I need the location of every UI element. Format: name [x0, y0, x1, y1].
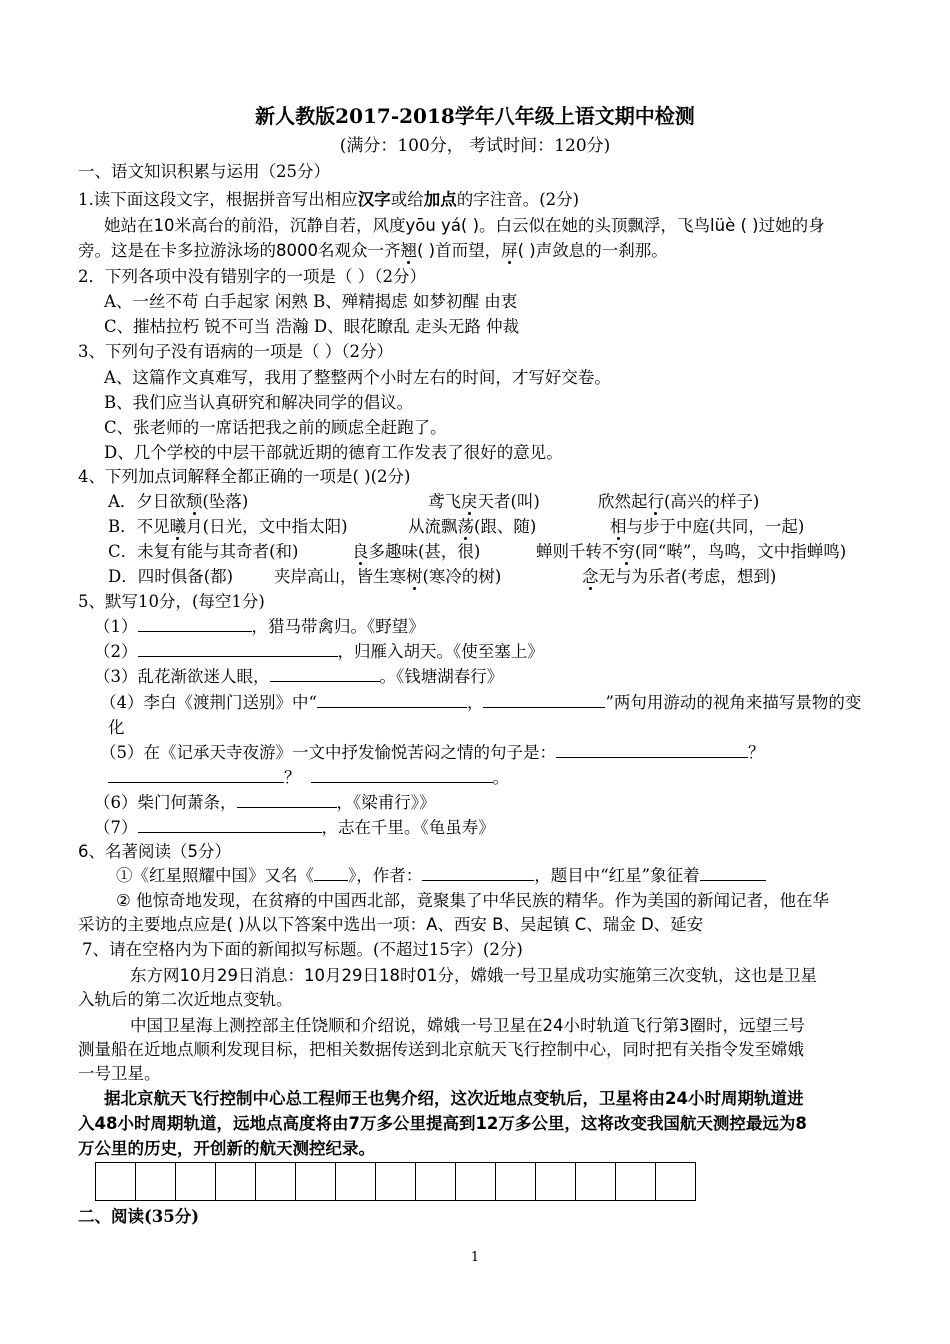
- q7-p3-line-1: 据北京航天飞行控制中心总工程师王也隽介绍，这次近地点变轨后，卫星将由24小时周期轨道进: [104, 1089, 804, 1108]
- q4-b3-dotted: 相: [610, 517, 627, 536]
- q5-l5-q2: ？: [284, 768, 301, 787]
- section1-heading: 一、语文知识积累与运用（25分）: [78, 162, 330, 181]
- q4-a2-gloss: 天者(叫): [477, 492, 540, 511]
- q4-b1-text: B．不见: [108, 517, 170, 536]
- q5-l7-text: ，志在千里。《龟虽寿》: [321, 818, 495, 837]
- page-subtitle: (满分：100分， 考试时间：120分): [339, 136, 611, 156]
- grid-cell[interactable]: [96, 1163, 136, 1201]
- q2-stem: 2．下列各项中没有错别字的一项是（ ）（2分）: [78, 267, 426, 286]
- q1-stem-a: 1.读下面这段文字，根据拼音写出相应: [78, 190, 358, 209]
- q3-stem: 3、下列句子没有语病的一项是（ ）（2分）: [78, 342, 393, 361]
- q4-option-b-3: [610, 515, 920, 539]
- q4-a2-text: 鸢飞: [428, 492, 461, 511]
- q4-c3-dotted: 穷: [618, 542, 635, 561]
- q1-passage-line-2: [78, 239, 920, 263]
- q4-b1-gloss: 月(日光，文中指太阳): [186, 517, 348, 536]
- q4-b1-dotted: 曦: [169, 517, 187, 536]
- q4-a2-dotted: 戾: [461, 492, 478, 511]
- q2-options-ab: A、一丝不苟 白手起家 闲熟 B、殚精揭虑 如梦初醒 由衷: [104, 292, 518, 311]
- q4-a3-gloss: (高兴的样子): [664, 492, 760, 511]
- q7-p2-line-3: 一号卫星。: [78, 1064, 161, 1083]
- q5-l5-q1: ？: [748, 743, 765, 762]
- q5-blank-5c[interactable]: [311, 766, 493, 783]
- q7-p2-line-2: 测量船在近地点顺利发现目标，把相关数据传送到北京航天飞行控制中心，同时把有关指令发至嫦娥: [78, 1040, 804, 1059]
- headline-answer-grid: [95, 1162, 696, 1201]
- q3-option-c: C、张老师的一席话把我之前的顾虑全赶跑了。: [104, 418, 447, 437]
- grid-cell[interactable]: [576, 1163, 616, 1201]
- q7-p3-line-3: 万公里的历史，开创新的航天测控纪录。: [78, 1139, 375, 1158]
- q5-blank-4b[interactable]: [483, 691, 605, 708]
- q5-l3-source: 。《钱塘湖春行》: [379, 667, 504, 686]
- page-title: 新人教版2017-2018学年八年级上语文期中检测: [255, 104, 695, 128]
- q1-stem-c: 的字注音。(2分): [456, 190, 580, 209]
- grid-cell[interactable]: [376, 1163, 416, 1201]
- q5-blank-1[interactable]: [138, 615, 252, 632]
- q5-l4-text: （4）李白《渡荆门送别》中“: [100, 693, 317, 712]
- q7-p2-line-1: 中国卫星海上测控部主任饶顺和介绍说，嫦娥一号卫星在24小时轨道飞行第3圈时，远望三号: [130, 1016, 805, 1035]
- q5-line-4-cont: 化: [108, 718, 125, 737]
- q4-a1-gloss: (坠落): [202, 492, 249, 511]
- q6-l1-b: 》，作者：: [348, 866, 423, 885]
- q5-line-1: [94, 615, 920, 639]
- q4-a3-text: 欣然起: [598, 492, 648, 511]
- grid-cell[interactable]: [496, 1163, 536, 1201]
- q5-blank-6[interactable]: [237, 791, 337, 808]
- q1-passage-line-1: 她站在10米高台的前沿，沉静自若，风度yōu yá( )。白云似在她的头顶飘浮，飞鸟lüè ( )过她的身: [104, 216, 825, 235]
- q5-line-4: [100, 691, 920, 715]
- q5-blank-5a[interactable]: [556, 741, 748, 758]
- q4-a3-dotted: 行: [647, 492, 664, 511]
- q5-stem: 5、默写10分，(每空1分): [78, 592, 265, 611]
- q4-b2-text: 从流飘: [408, 517, 458, 536]
- q1-stem-b: 或给: [390, 190, 424, 209]
- q1-p2-b: ( )首而望，: [417, 241, 502, 260]
- q6-line-1: [116, 864, 920, 888]
- q4-b2-dotted: 荡: [457, 517, 474, 536]
- q4-option-d-1: D．四时俱备(都): [108, 567, 234, 586]
- q5-l6-source: ，《梁甫行》》: [336, 793, 436, 812]
- q6-blank-alias[interactable]: [314, 864, 348, 881]
- q5-line-3: [94, 665, 920, 689]
- q5-line-2: [94, 640, 920, 664]
- q4-a1-text: A．夕日欲: [108, 492, 186, 511]
- grid-cell[interactable]: [216, 1163, 256, 1201]
- q6-line-3: 采访的主要地点应是( )从以下答案中选出一项：A、西安 B、吴起镇 C、瑞金 D、延安: [78, 915, 704, 934]
- q4-c2-dotted: 良: [352, 542, 369, 561]
- q5-blank-4a[interactable]: [317, 691, 467, 708]
- q4-option-d-3: [582, 565, 920, 589]
- q5-blank-5b[interactable]: [108, 766, 284, 783]
- grid-cell[interactable]: [536, 1163, 576, 1201]
- q5-l4-tail: ”两句用游动的视角来描写景物的变: [605, 693, 862, 712]
- grid-cell[interactable]: [416, 1163, 456, 1201]
- q5-l1-text: ，猎马带禽归。《野望》: [251, 617, 425, 636]
- q5-line-5-cont: [108, 766, 920, 790]
- grid-cell[interactable]: [336, 1163, 376, 1201]
- q4-d2-gloss: (寒冷的树): [422, 567, 502, 586]
- q4-d2-text: 夹岸高山，皆生寒: [274, 567, 406, 586]
- q5-line-6: [94, 791, 920, 815]
- q4-d3-dotted: 念: [582, 567, 599, 586]
- q7-p1-line-2: 入轨后的第二次近地点变轨。: [78, 990, 293, 1009]
- grid-cell[interactable]: [656, 1163, 696, 1201]
- q6-l1-c: ，题目中“红星”象征着: [534, 866, 700, 885]
- q5-l2-text: ，归雁入胡天。《使至塞上》: [337, 642, 544, 661]
- q1-stem-bold-2: 加点: [423, 190, 457, 209]
- q5-l1-label: （1）: [94, 617, 138, 636]
- q4-option-c-3: [536, 540, 920, 564]
- q6-blank-author[interactable]: [422, 864, 534, 881]
- q1-dotted-char-2: 屏: [501, 241, 518, 260]
- q7-p3-line-2: 入48小时周期轨道，远地点高度将由7万多公里提高到12万多公里，这将改变我国航天测控最远为8: [78, 1114, 807, 1133]
- grid-cell[interactable]: [256, 1163, 296, 1201]
- q4-b3-gloss: 与步于中庭(共同，一起): [626, 517, 805, 536]
- q5-l7-label: （7）: [94, 818, 138, 837]
- q5-l2-label: （2）: [94, 642, 138, 661]
- q5-l4-comma: ，: [466, 693, 484, 712]
- q4-c3-text: 蝉则千转不: [536, 542, 619, 561]
- q1-p2-a: 旁。这是在卡多拉游泳场的8000名观众一齐: [78, 241, 401, 260]
- q7-stem: 7、请在空格内为下面的新闻拟写标题。(不超过15字）(2分): [82, 940, 523, 959]
- q6-stem: 6、名著阅读（5分）: [78, 842, 231, 861]
- q1-dotted-char-1: 翘: [400, 241, 417, 260]
- q4-option-a-3: [598, 490, 920, 514]
- q5-l3-text: （3）乱花渐欲迷人眼，: [94, 667, 270, 686]
- section2-heading: 二、阅读(35分): [78, 1207, 200, 1226]
- q1-p2-c: ( )声敛息的一刹那。: [517, 241, 668, 260]
- q3-option-b: B、我们应当认真研究和解决同学的倡议。: [104, 393, 414, 412]
- q3-option-a: A、这篇作文真难写，我用了整整两个小时左右的时间，才写好交卷。: [104, 368, 611, 387]
- q5-line-7: [94, 816, 920, 840]
- q4-d2-dotted: 树: [406, 567, 423, 586]
- q7-p1-line-1: 东方网10月29日消息：10月29日18时01分，嫦娥一号卫星成功实施第三次变轨，这也是卫星: [130, 966, 817, 985]
- grid-cell[interactable]: [616, 1163, 656, 1201]
- q5-blank-2[interactable]: [138, 640, 338, 657]
- q4-c3-gloss: (同“啭”，鸟鸣，文中指蝉鸣): [635, 542, 847, 561]
- q5-blank-3[interactable]: [270, 665, 380, 682]
- grid-cell[interactable]: [136, 1163, 176, 1201]
- q4-b2-gloss: (跟、随): [474, 517, 537, 536]
- q5-line-5: [100, 741, 920, 765]
- q5-blank-7[interactable]: [138, 816, 322, 833]
- q3-option-d: D、几个学校的中层干部就近期的德育工作发表了很好的意见。: [104, 443, 563, 462]
- q2-options-cd: C、摧枯拉朽 锐不可当 浩瀚 D、眼花瞭乱 走头无路 仲裁: [104, 317, 520, 336]
- q5-l5-end: 。: [492, 768, 509, 787]
- q5-l6-text: （6）柴门何萧条，: [94, 793, 237, 812]
- q4-stem: 4、下列加点词解释全都正确的一项是( )(2分): [78, 467, 411, 486]
- q6-l1-a: ①《红星照耀中国》又名《: [116, 866, 314, 885]
- q1-stem: [78, 188, 920, 212]
- q5-l5-text: （5）在《记承天寺夜游》一文中抒发愉悦苦闷之情的句子是：: [100, 743, 556, 762]
- grid-cell[interactable]: [176, 1163, 216, 1201]
- grid-cell[interactable]: [456, 1163, 496, 1201]
- q4-c2-gloss: 多趣味(甚，很): [368, 542, 481, 561]
- q4-a1-dotted: 颓: [185, 492, 203, 511]
- q4-option-c-1: C．未复有能与其奇者(和): [108, 542, 299, 561]
- q6-line-2: ② 他惊奇地发现，在贫瘠的中国西北部，竟聚集了中华民族的精华。作为美国的新闻记者，他在华: [116, 891, 830, 910]
- grid-cell[interactable]: [296, 1163, 336, 1201]
- page-number: 1: [470, 1250, 480, 1265]
- q1-stem-bold-1: 汉字: [357, 190, 391, 209]
- q6-blank-symbol[interactable]: [700, 864, 766, 881]
- q4-d3-gloss: 无与为乐者(考虑，想到): [598, 567, 777, 586]
